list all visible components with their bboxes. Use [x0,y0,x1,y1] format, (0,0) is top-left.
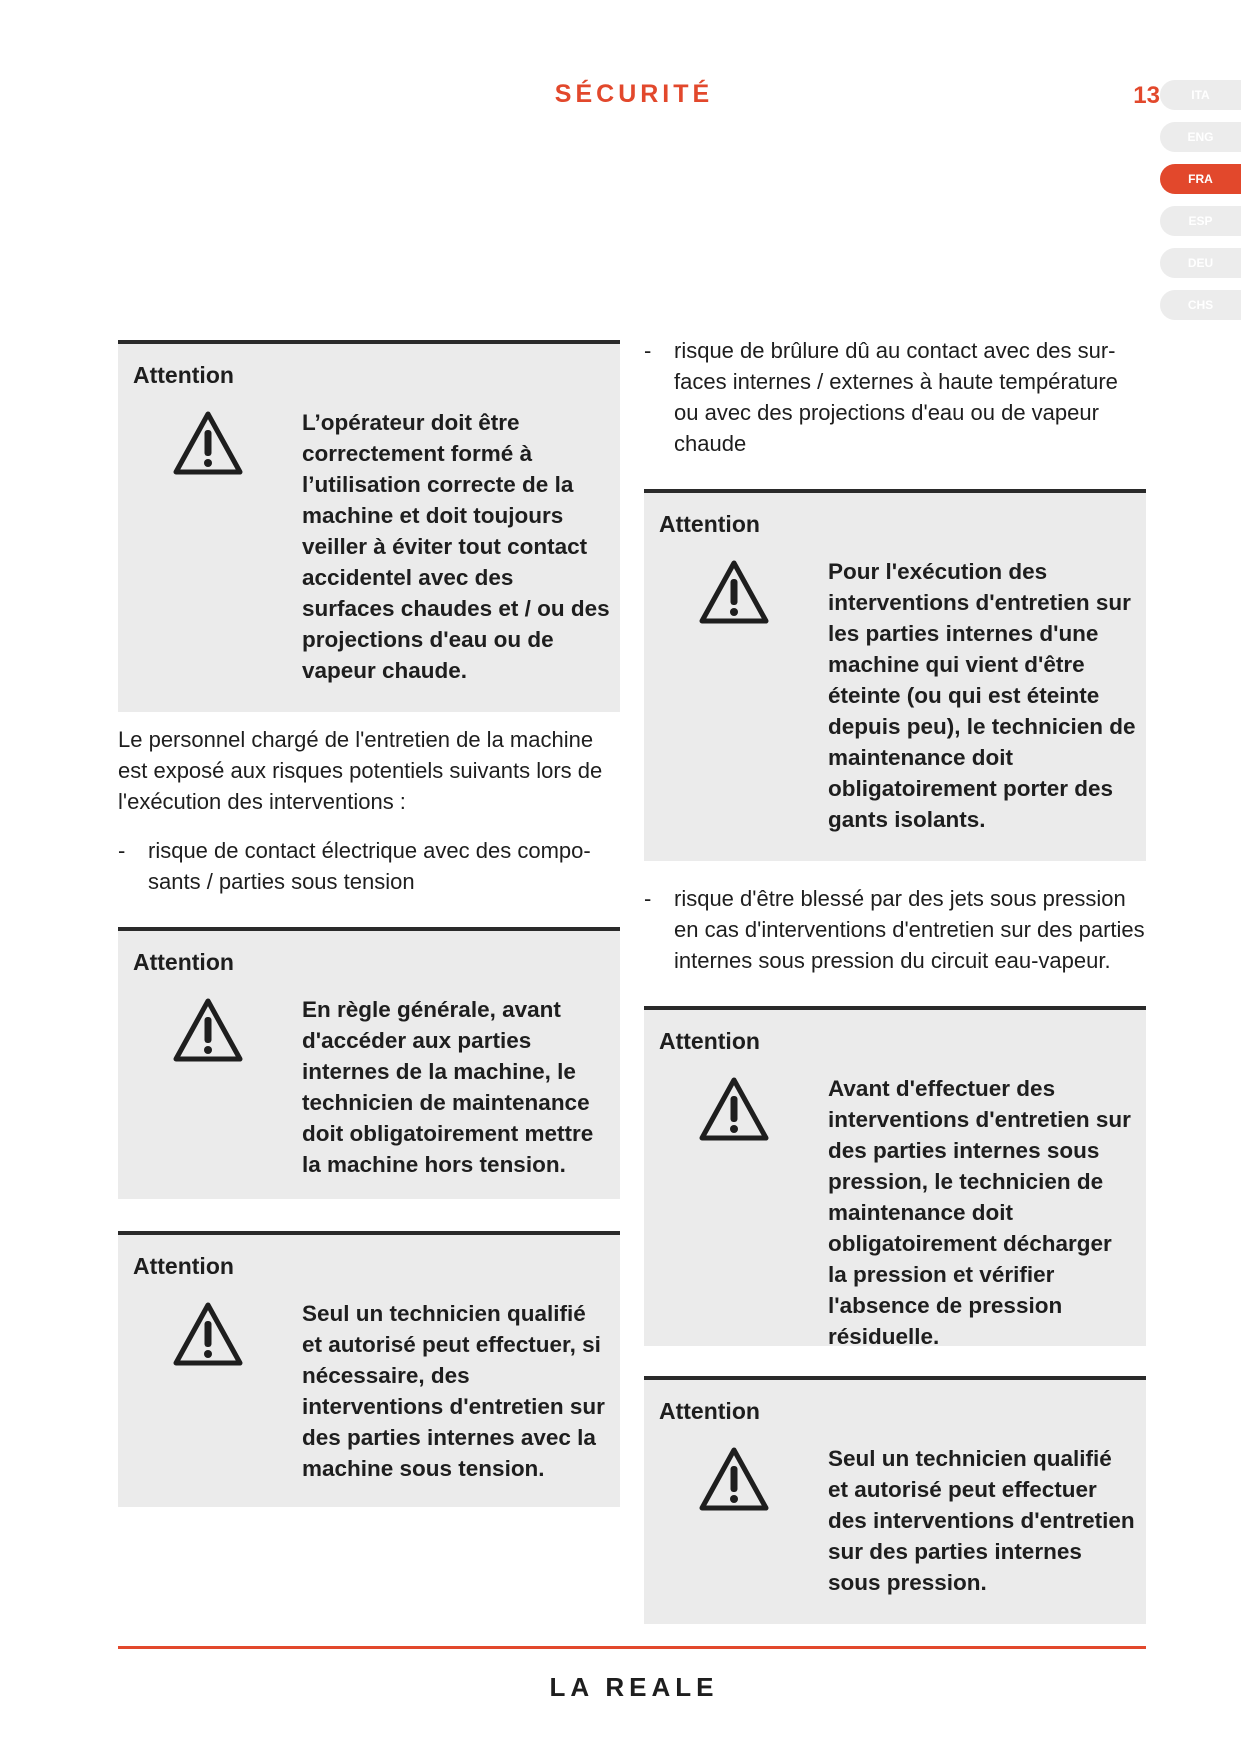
brand-name: LA REALE [549,1672,719,1702]
attention-title: Attention [133,362,234,388]
warning-icon [172,997,244,1063]
list-item-text: risque de contact électrique avec des composants / parties sous tension [148,838,591,894]
attention-box [118,340,620,712]
page-number: 13 [1133,82,1160,109]
lang-tab-esp[interactable]: ESP [1160,206,1241,236]
lang-tab-ita[interactable]: ITA [1160,80,1241,110]
attention-text: Avant d'effectuer des interventions d'entretien sur des parties internes sous pression, le technicien de maintenance doit obligatoirement décharger la pression et vérifier l'absence de pression résiduelle. [828,1076,1131,1349]
attention-title: Attention [133,1253,234,1279]
attention-text: Seul un technicien qualifié et autorisé peut effectuer des interventions d'entretien sur des parties internes sous pression. [828,1446,1135,1595]
attention-text: En règle générale, avant d'accéder aux parties internes de la machine, le technicien de maintenance doit obligatoirement mettre la machine hors tension. [302,997,594,1177]
attention-text: L’opérateur doit être correctement formé à l’utilisation correcte de la machine et doit toujours veiller à éviter tout contact accidentel avec des surfaces chaudes et / ou des projections d'eau ou de vapeur chaude. [302,410,610,683]
footer-divider [118,1646,1146,1649]
attention-text: Seul un technicien qualifié et autorisé peut effectuer, si nécessaire, des interventions d'entretien sur des parties internes avec la machine sous tension. [302,1301,605,1481]
attention-title: Attention [659,511,760,537]
warning-icon [172,1301,244,1367]
attention-box [644,1006,1146,1349]
list-item-text: risque de brûlure dû au contact avec des surfaces internes / externes à haute température ou avec des projections d'eau ou de vapeur chaude [674,338,1118,456]
lang-tab-deu[interactable]: DEU [1160,248,1241,278]
list-item-text: risque d'être blessé par des jets sous pression en cas d'interventions d'entretien sur des parties internes sous pression du circuit eau-vapeur. [674,886,1145,973]
lang-tab-fra[interactable]: FRA [1160,164,1241,194]
list-item: - risque de brûlure dû au contact avec des surfaces internes / externes à haute température ou avec des projections d'eau ou de vapeur chaude [644,335,1146,459]
warning-icon [698,1446,770,1512]
attention-text: Pour l'exécution des interventions d'entretien sur les parties internes d'une machine qui vient d'être éteinte (ou qui est éteinte depuis peu), le technicien de maintenance doit obligatoirement porter des gants isolants. [828,559,1136,832]
attention-box [644,489,1146,861]
list-item: - risque d'être blessé par des jets sous pression en cas d'interventions d'entretien sur des parties internes sous pression du circuit eau-vapeur. [644,883,1146,976]
warning-icon [698,1076,770,1142]
lang-tab-chs[interactable]: CHS [1160,290,1241,320]
list-item: - risque de contact électrique avec des composants / parties sous tension [118,835,620,897]
warning-icon [172,410,244,476]
attention-box [118,1231,620,1507]
left-column [118,340,620,1507]
language-tabs [1160,80,1241,332]
attention-box [644,1376,1146,1624]
page-title: SÉCURITÉ [554,80,714,108]
intro-paragraph: Le personnel chargé de l'entretien de la machine est exposé aux risques potentiels suivants lors de l'exécution des interventions : [118,727,603,814]
attention-title: Attention [659,1028,760,1054]
attention-title: Attention [133,949,234,975]
right-column [644,335,1146,1624]
attention-box [118,927,620,1199]
warning-icon [698,559,770,625]
attention-title: Attention [659,1398,760,1424]
lang-tab-eng[interactable]: ENG [1160,122,1241,152]
